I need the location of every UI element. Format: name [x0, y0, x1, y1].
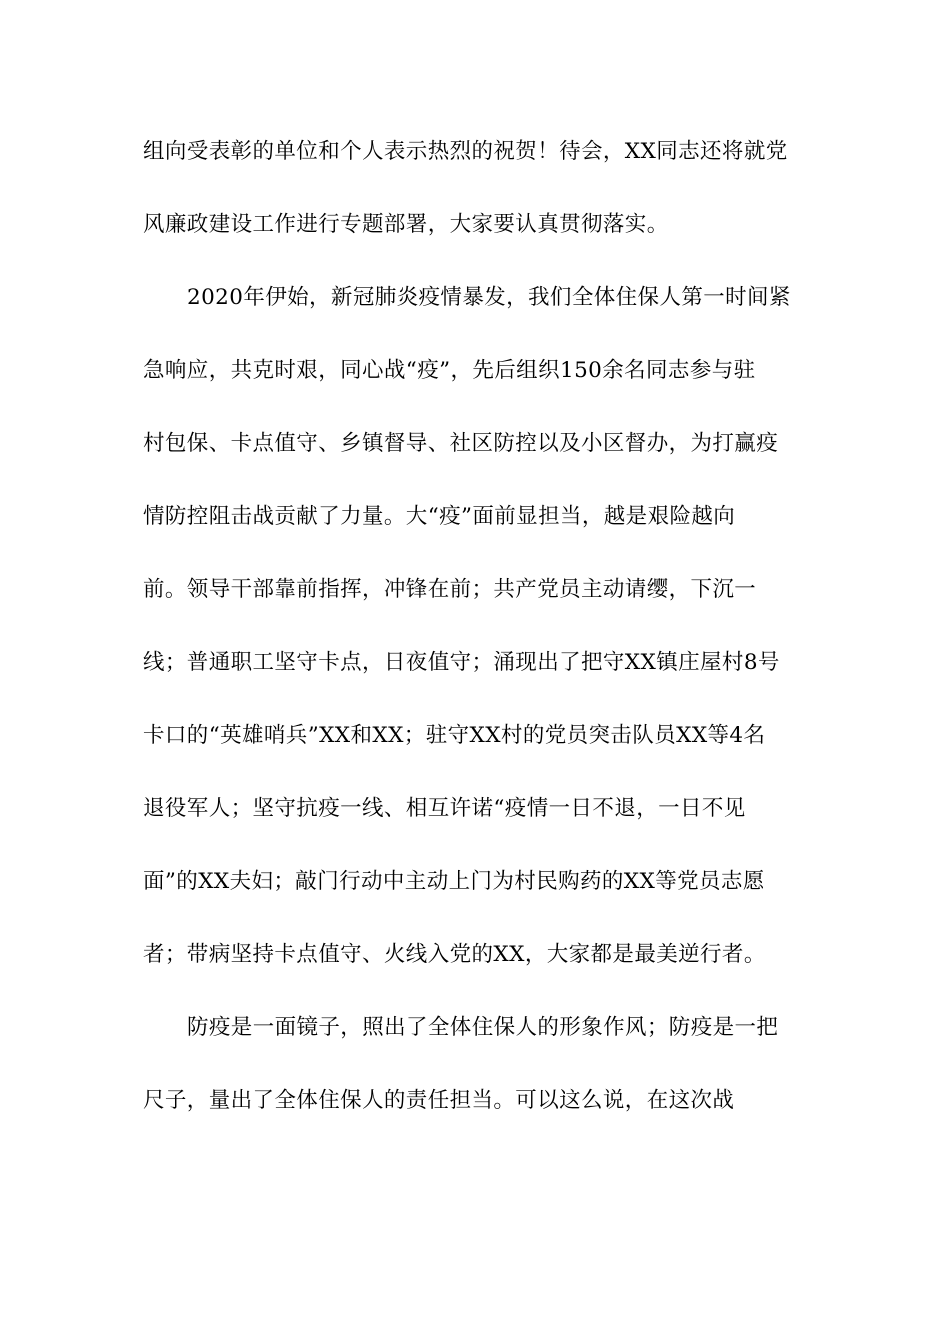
text-line: 面”的XX夫妇；敲门行动中主动上门为村民购药的XX等党员志愿: [143, 869, 765, 894]
text-line: 急响应，共克时艰，同心战“疫”，先后组织150余名同志参与驻: [143, 358, 756, 383]
text-line: 线；普通职工坚守卡点，日夜值守；涌现出了把守XX镇庄屋村8号: [143, 650, 780, 675]
paragraph-first-line: 2020年伊始，新冠肺炎疫情暴发，我们全体住保人第一时间紧: [187, 285, 791, 310]
text-line: 退役军人；坚守抗疫一线、相互许诺“疫情一日不退，一日不见: [143, 796, 746, 821]
text-line: 者；带病坚持卡点值守、火线入党的XX，大家都是最美逆行者。: [143, 942, 766, 967]
text-line: 前。领导干部靠前指挥，冲锋在前；共产党员主动请缨，下沉一: [143, 577, 757, 602]
text-line: 组向受表彰的单位和个人表示热烈的祝贺！待会，XX同志还将就党: [143, 139, 788, 164]
text-line: 风廉政建设工作进行专题部署，大家要认真贯彻落实。: [143, 212, 669, 237]
paragraph-first-line: 防疫是一面镜子，照出了全体住保人的形象作风；防疫是一把: [187, 1015, 779, 1040]
document-body: [143, 131, 813, 1153]
text-line: 尺子，量出了全体住保人的责任担当。可以这么说，在这次战: [143, 1088, 735, 1113]
text-line: 情防控阻击战贡献了力量。大“疫”面前显担当，越是艰险越向: [143, 504, 736, 529]
text-line: 卡口的“英雄哨兵”XX和XX；驻守XX村的党员突击队员XX等4名: [143, 723, 766, 748]
text-line: 村包保、卡点值守、乡镇督导、社区防控以及小区督办，为打赢疫: [143, 431, 779, 456]
